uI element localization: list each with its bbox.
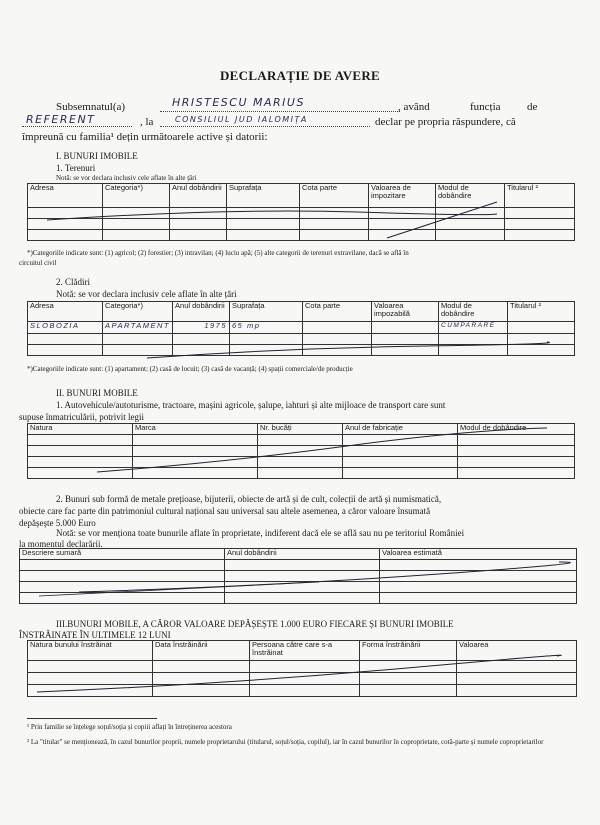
- avand-text: , având: [398, 101, 430, 113]
- cladiri-note: Notă: se vor declara inclusiv cele aflate în alte țări: [56, 289, 237, 299]
- subsemnatul-label: Subsemnatul(a): [56, 101, 126, 113]
- th-categoria: Categoria*): [103, 184, 170, 208]
- th-nr-bucati: Nr. bucăți: [258, 424, 343, 435]
- th-modul: Modul de dobândire: [439, 302, 508, 322]
- th-forma: Forma înstrăinării: [360, 641, 457, 661]
- name-underline: [160, 111, 400, 112]
- th-natura: Natura: [28, 424, 133, 435]
- declarant-institution: CONSILIUL JUD IALOMIȚA: [175, 115, 308, 124]
- cell-anul: 1975: [173, 322, 230, 334]
- th-valoarea: Valoarea de impozitare: [369, 184, 436, 208]
- th-persoana: Persoana către care s-a înstrăinat: [250, 641, 360, 661]
- th-valoarea: Valoarea: [457, 641, 577, 661]
- th-suprafata: Suprafața: [230, 302, 303, 322]
- cladiri-strike-mark: [27, 340, 575, 360]
- section1-heading: I. BUNURI IMOBILE: [56, 151, 138, 161]
- th-descriere: Descriere sumară: [20, 549, 225, 560]
- table-row: [28, 322, 575, 334]
- function-underline: [22, 126, 132, 127]
- th-modul-dobandire: Modul de dobândire: [458, 424, 575, 435]
- institution-underline: [160, 126, 370, 127]
- th-adresa: Adresa: [28, 184, 103, 208]
- th-anul-fabricatie: Anul de fabricație: [343, 424, 458, 435]
- th-marca: Marca: [133, 424, 258, 435]
- th-categoria: Categoria*): [103, 302, 173, 322]
- bunuri-pretioase-strike-mark: [19, 552, 577, 607]
- th-titularul: Titularul ²: [505, 184, 575, 208]
- cladiri-title: 2. Clădiri: [56, 277, 90, 287]
- declarant-function: REFERENT: [26, 113, 96, 126]
- instrainate-strike-mark: [27, 644, 577, 702]
- page-title: DECLARAȚIE DE AVERE: [219, 68, 381, 83]
- cladiri-footnote: *)Categoriile indicate sunt: (1) apartament; (2) casă de locuit; (3) casă de vacanță; (4) spații comerciale/de producție: [27, 365, 353, 373]
- functia-text: funcția: [470, 101, 501, 113]
- section2-item1-line1: 1. Autovehicule/autoturisme, tractoare, mașini agricole, șalupe, iahturi și alte mijloace de transport care sunt: [56, 400, 446, 410]
- cell-suprafata: 65 mp: [230, 322, 303, 334]
- th-titularul: Titularul ²: [508, 302, 575, 322]
- th-anul: Anul dobândirii: [173, 302, 230, 322]
- terenuri-footnote-1: *)Categoriile indicate sunt: (1) agricol; (2) forestier; (3) intravilan; (4) luciu apă; (5) alte categorii de terenuri extravilane, dacă se află în: [27, 249, 409, 257]
- section2-item2-line3: depășește 5.000 Euro: [19, 518, 96, 528]
- cell-modul: CUMPARARE: [439, 322, 508, 334]
- th-cota: Cota parte: [300, 184, 369, 208]
- footnote-divider: [27, 718, 157, 719]
- th-cota: Cota parte: [303, 302, 372, 322]
- section2-item1-line2: supuse înmatriculării, potrivit legii: [19, 412, 144, 422]
- terenuri-strike-mark: [27, 190, 575, 240]
- section2-item2-note-line1: Notă: se vor menționa toate bunurile aflate în proprietate, indiferent dacă ele se află sau nu pe teritoriul României: [56, 528, 465, 538]
- de-text: de: [527, 101, 538, 113]
- th-modul: Modul de dobândire: [436, 184, 505, 208]
- th-anul-dobandirii: Anul dobândirii: [225, 549, 380, 560]
- declar-text: declar pe propria răspundere, că: [375, 116, 516, 128]
- th-data-instrainarii: Data înstrăinării: [153, 641, 250, 661]
- declarant-name: HRISTESCU MARIUS: [172, 96, 305, 109]
- footnote-1: ¹ Prin familie se înțelege soțul/soția și copiii aflați în întreținerea acestora: [27, 723, 232, 731]
- autovehicule-strike-mark: [27, 426, 575, 481]
- cell-cota: [303, 322, 372, 334]
- th-suprafata: Suprafața: [227, 184, 300, 208]
- family-line: împreună cu familia¹ dețin următoarele active și datorii:: [22, 131, 268, 143]
- th-natura-bunului: Natura bunului înstrăinat: [28, 641, 153, 661]
- cladiri-header-row: [28, 302, 575, 322]
- th-valoarea: Valoarea impozabilă: [372, 302, 439, 322]
- section3-heading-line2: ÎNSTRĂINATE ÎN ULTIMELE 12 LUNI: [19, 630, 171, 640]
- section2-item2-line1: 2. Bunuri sub formă de metale prețioase, bijuterii, obiecte de artă și de cult, colecții de artă și numismatică,: [56, 494, 442, 504]
- cell-valoarea: [372, 322, 439, 334]
- terenuri-note: Notă: se vor declara inclusiv cele aflate în alte țări: [56, 174, 197, 182]
- footnote-2: ² La "titular" se menționează, în cazul bunurilor proprii, numele proprietarului (titularul, soțul/soția, copilul), iar în cazul bunurilor în coproprietate, cotă-parte și numele coproprietarilor: [27, 738, 544, 746]
- section2-item2-note-line2: la momentul declarării.: [19, 539, 103, 549]
- section2-heading: II. BUNURI MOBILE: [56, 388, 138, 398]
- cell-adresa: SLOBOZIA: [28, 322, 103, 334]
- cell-titularul: [508, 322, 575, 334]
- la-text: , la: [140, 116, 154, 128]
- th-anul: Anul dobândirii: [170, 184, 227, 208]
- section3-heading-line1: III.BUNURI MOBILE, A CĂROR VALOARE DEPĂȘEȘTE 1.000 EURO FIECARE ȘI BUNURI IMOBILE: [56, 619, 454, 629]
- th-adresa: Adresa: [28, 302, 103, 322]
- section2-item2-line2: obiecte care fac parte din patrimoniul cultural național sau universal sau altele asemenea, a căror valoare însumată: [19, 506, 431, 516]
- terenuri-footnote-2: circuitul civil: [19, 259, 57, 267]
- cell-categoria: APARTAMENT: [103, 322, 173, 334]
- th-valoarea-estimata: Valoarea estimată: [380, 549, 577, 560]
- terenuri-title: 1. Terenuri: [56, 163, 96, 173]
